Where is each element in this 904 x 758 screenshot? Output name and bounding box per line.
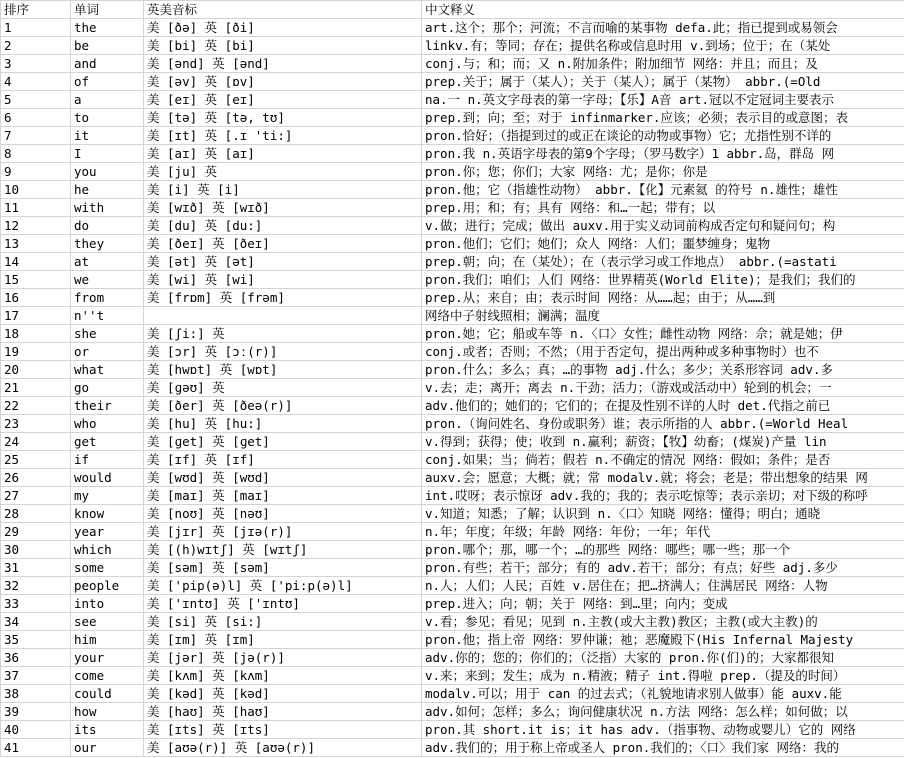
header-row: [1, 1, 904, 19]
table-row: [1, 379, 904, 397]
table-row: [1, 235, 904, 253]
phonetic-cell[interactable]: 美 [ʃi:] 英: [144, 325, 422, 343]
definition-cell[interactable]: n.年；年度；年级；年龄 网络：年份；一年；年代: [422, 523, 904, 541]
phonetic-cell[interactable]: 美 [ət] 英 [ət]: [144, 253, 422, 271]
word-cell[interactable]: of: [71, 73, 144, 91]
rank-cell[interactable]: 36: [1, 649, 71, 667]
rank-cell[interactable]: 34: [1, 613, 71, 631]
phonetic-cell[interactable]: 美 [ðə] 英 [ði]: [144, 19, 422, 37]
table-row: [1, 289, 904, 307]
table-row: [1, 181, 904, 199]
table-row: [1, 343, 904, 361]
table-row: [1, 523, 904, 541]
word-cell[interactable]: its: [71, 721, 144, 739]
phonetic-cell[interactable]: 美 [jər] 英 [jə(r)]: [144, 649, 422, 667]
table-row: [1, 505, 904, 523]
rank-cell[interactable]: 2: [1, 37, 71, 55]
table-row: [1, 577, 904, 595]
phonetic-cell[interactable]: 美 [si] 英 [si:]: [144, 613, 422, 631]
rank-cell[interactable]: 15: [1, 271, 71, 289]
definition-cell[interactable]: v.知道；知悉；了解；认识到 n.〈口〉知晓 网络：懂得；明白；通晓: [422, 505, 904, 523]
rank-cell[interactable]: 25: [1, 451, 71, 469]
phonetic-cell[interactable]: 美 [aʊə(r)] 英 [aʊə(r)]: [144, 739, 422, 757]
table-row: [1, 37, 904, 55]
rank-cell[interactable]: 40: [1, 721, 71, 739]
table-row: [1, 739, 904, 757]
definition-cell[interactable]: pron.你；您；你们；大家 网络：尤；是你；你是: [422, 163, 904, 181]
phonetic-cell[interactable]: 美 [ɪts] 英 [ɪts]: [144, 721, 422, 739]
definition-cell[interactable]: pron.我 n.英语字母表的第9个字母；（罗马数字）1 abbr.岛，群岛 网: [422, 145, 904, 163]
definition-cell[interactable]: v.得到；获得；使；收到 n.赢利；薪资；【牧】幼畜；(煤炭)产量 lin: [422, 433, 904, 451]
phonetic-cell[interactable]: 美 [wʊd] 英 [wʊd]: [144, 469, 422, 487]
definition-cell[interactable]: prep.关于；属于（某人）；关于（某人）；属于（某物） abbr.(=Old: [422, 73, 904, 91]
word-cell[interactable]: some: [71, 559, 144, 577]
word-cell[interactable]: your: [71, 649, 144, 667]
table-row: [1, 667, 904, 685]
phonetic-cell[interactable]: 美 [kəd] 英 [kəd]: [144, 685, 422, 703]
word-cell[interactable]: with: [71, 199, 144, 217]
word-cell[interactable]: my: [71, 487, 144, 505]
definition-cell[interactable]: pron.恰好；（指提到过的或正在谈论的动物或事物）它；尤指性别不详的: [422, 127, 904, 145]
phonetic-cell[interactable]: 美 [wɪð] 英 [wɪð]: [144, 199, 422, 217]
rank-cell[interactable]: 38: [1, 685, 71, 703]
word-cell[interactable]: him: [71, 631, 144, 649]
word-cell[interactable]: know: [71, 505, 144, 523]
header-definition[interactable]: 中文释义: [422, 1, 904, 19]
definition-cell[interactable]: pron.哪个；那，哪一个；…的那些 网络：哪些；哪一些；那一个: [422, 541, 904, 559]
word-cell[interactable]: if: [71, 451, 144, 469]
table-row: [1, 307, 904, 325]
word-cell[interactable]: you: [71, 163, 144, 181]
definition-cell[interactable]: prep.到；向；至；对于 infinmarker.应该；必须；表示目的或意图；表: [422, 109, 904, 127]
rank-cell[interactable]: 31: [1, 559, 71, 577]
table-row: [1, 73, 904, 91]
table-row: [1, 217, 904, 235]
table-row: [1, 559, 904, 577]
phonetic-cell[interactable]: [144, 307, 422, 325]
rank-cell[interactable]: 8: [1, 145, 71, 163]
word-cell[interactable]: could: [71, 685, 144, 703]
definition-cell[interactable]: prep.从；来自；由；表示时间 网络：从……起；由于；从……到: [422, 289, 904, 307]
phonetic-cell[interactable]: 美 ['ɪntʊ] 英 ['ɪntʊ]: [144, 595, 422, 613]
phonetic-cell[interactable]: 美 [wi] 英 [wi]: [144, 271, 422, 289]
rank-cell[interactable]: 39: [1, 703, 71, 721]
table-row: [1, 91, 904, 109]
table-row: [1, 415, 904, 433]
phonetic-cell[interactable]: 美 [ɔr] 英 [ɔː(r)]: [144, 343, 422, 361]
phonetic-cell[interactable]: 美 [frɒm] 英 [frəm]: [144, 289, 422, 307]
phonetic-cell[interactable]: 美 [(h)wɪtʃ] 英 [wɪtʃ]: [144, 541, 422, 559]
rank-cell[interactable]: 9: [1, 163, 71, 181]
phonetic-cell[interactable]: 美 [i] 英 [i]: [144, 181, 422, 199]
phonetic-cell[interactable]: 美 [ənd] 英 [ənd]: [144, 55, 422, 73]
word-cell[interactable]: she: [71, 325, 144, 343]
definition-cell[interactable]: v.去；走；离开；离去 n.干劲；活力；（游戏或活动中）轮到的机会；一: [422, 379, 904, 397]
definition-cell[interactable]: prep.朝；向；在（某处）；在（表示学习或工作地点） abbr.(=astati: [422, 253, 904, 271]
word-cell[interactable]: their: [71, 397, 144, 415]
rank-cell[interactable]: 41: [1, 739, 71, 757]
rank-cell[interactable]: 26: [1, 469, 71, 487]
rank-cell[interactable]: 1: [1, 19, 71, 37]
definition-cell[interactable]: 网络中子射线照相；澜满；温度: [422, 307, 904, 325]
rank-cell[interactable]: 4: [1, 73, 71, 91]
phonetic-cell[interactable]: 美 [ɪm] 英 [ɪm]: [144, 631, 422, 649]
definition-cell[interactable]: adv.我们的；用于称上帝或圣人 pron.我们的；〈口〉我们家 网络：我的: [422, 739, 904, 757]
definition-cell[interactable]: na.一 n.英文字母表的第一字母；【乐】A音 art.冠以不定冠词主要表示: [422, 91, 904, 109]
table-row: [1, 685, 904, 703]
table-row: [1, 451, 904, 469]
table-row: [1, 397, 904, 415]
rank-cell[interactable]: 37: [1, 667, 71, 685]
word-cell[interactable]: at: [71, 253, 144, 271]
rank-cell[interactable]: 33: [1, 595, 71, 613]
rank-cell[interactable]: 12: [1, 217, 71, 235]
rank-cell[interactable]: 27: [1, 487, 71, 505]
definition-cell[interactable]: pron.他；它（指雄性动物） abbr.【化】元素氦 的符号 n.雄性；雄性: [422, 181, 904, 199]
table-row: [1, 613, 904, 631]
definition-cell[interactable]: int.哎呀；表示惊讶 adv.我的；我的；表示吃惊等；表示亲切；对下级的称呼: [422, 487, 904, 505]
word-cell[interactable]: a: [71, 91, 144, 109]
definition-cell[interactable]: pron.他们；它们；她们；众人 网络：人们；噩梦缠身；鬼物: [422, 235, 904, 253]
definition-cell[interactable]: pron.他；指上帝 网络：罗仲谦；祂；恶魔殿下(His Infernal Majesty: [422, 631, 904, 649]
word-cell[interactable]: year: [71, 523, 144, 541]
definition-cell[interactable]: pron.有些；若干；部分；有的 adv.若干；部分；有点；好些 adj.多少: [422, 559, 904, 577]
phonetic-cell[interactable]: 美 [du] 英 [du:]: [144, 217, 422, 235]
table-row: [1, 199, 904, 217]
word-cell[interactable]: see: [71, 613, 144, 631]
word-cell[interactable]: into: [71, 595, 144, 613]
word-cell[interactable]: who: [71, 415, 144, 433]
rank-cell[interactable]: 6: [1, 109, 71, 127]
rank-cell[interactable]: 16: [1, 289, 71, 307]
definition-cell[interactable]: adv.你的；您的；你们的；（泛指）大家的 pron.你(们)的；大家都很知: [422, 649, 904, 667]
phonetic-cell[interactable]: 美 [ɪt] 英 [.ɪ 'ti:]: [144, 127, 422, 145]
definition-cell[interactable]: adv.他们的；她们的；它们的；在提及性别不详的人时 det.代指之前已: [422, 397, 904, 415]
definition-cell[interactable]: linkv.有；等同；存在；提供名称或信息时用 v.到场；位于；在（某处: [422, 37, 904, 55]
word-cell[interactable]: come: [71, 667, 144, 685]
phonetic-cell[interactable]: 美 [haʊ] 英 [haʊ]: [144, 703, 422, 721]
rank-cell[interactable]: 30: [1, 541, 71, 559]
phonetic-cell[interactable]: 美 [maɪ] 英 [maɪ]: [144, 487, 422, 505]
rank-cell[interactable]: 3: [1, 55, 71, 73]
rank-cell[interactable]: 35: [1, 631, 71, 649]
table-body: [1, 19, 904, 757]
table-row: [1, 163, 904, 181]
rank-cell[interactable]: 14: [1, 253, 71, 271]
word-cell[interactable]: people: [71, 577, 144, 595]
phonetic-cell[interactable]: 美 [eɪ] 英 [eɪ]: [144, 91, 422, 109]
word-cell[interactable]: and: [71, 55, 144, 73]
rank-cell[interactable]: 22: [1, 397, 71, 415]
phonetic-cell[interactable]: 美 [hwɒt] 英 [wɒt]: [144, 361, 422, 379]
table-row: [1, 271, 904, 289]
header-phonetic[interactable]: 英美音标: [144, 1, 422, 19]
phonetic-cell[interactable]: 美 [ðeɪ] 英 [ðeɪ]: [144, 235, 422, 253]
table-row: [1, 721, 904, 739]
phonetic-cell[interactable]: 美 [ɪf] 英 [ɪf]: [144, 451, 422, 469]
phonetic-cell[interactable]: 美 [bi] 英 [bi]: [144, 37, 422, 55]
phonetic-cell[interactable]: 美 [aɪ] 英 [aɪ]: [144, 145, 422, 163]
definition-cell[interactable]: pron.（询问姓名、身份或职务）谁；表示所指的人 abbr.(=World Heal: [422, 415, 904, 433]
table-row: [1, 145, 904, 163]
table-header: [1, 1, 904, 19]
word-cell[interactable]: he: [71, 181, 144, 199]
header-rank[interactable]: 排序: [1, 1, 71, 19]
definition-cell[interactable]: conj.如果；当；倘若；假若 n.不确定的情况 网络：假如；条件；是否: [422, 451, 904, 469]
phonetic-cell[interactable]: 美 [əv] 英 [ɒv]: [144, 73, 422, 91]
definition-cell[interactable]: n.人；人们；人民；百姓 v.居住在；把…挤满人；住满居民 网络：人物: [422, 577, 904, 595]
word-cell[interactable]: do: [71, 217, 144, 235]
word-cell[interactable]: the: [71, 19, 144, 37]
definition-cell[interactable]: v.看；参见；看见；见到 n.主教(或大主教)教区；主教(或大主教)的: [422, 613, 904, 631]
rank-cell[interactable]: 5: [1, 91, 71, 109]
phonetic-cell[interactable]: 美 [ɡet] 英 [ɡet]: [144, 433, 422, 451]
phonetic-cell[interactable]: 美 [tə] 英 [tə, tʊ]: [144, 109, 422, 127]
definition-cell[interactable]: auxv.会；愿意；大概；就；常 modalv.就；将会；老是；带出想象的结果 网: [422, 469, 904, 487]
word-cell[interactable]: how: [71, 703, 144, 721]
word-cell[interactable]: what: [71, 361, 144, 379]
definition-cell[interactable]: pron.其 short.it is；it has adv.（指事物、动物或婴儿）它的 网络: [422, 721, 904, 739]
table-row: [1, 649, 904, 667]
rank-cell[interactable]: 21: [1, 379, 71, 397]
word-cell[interactable]: to: [71, 109, 144, 127]
word-cell[interactable]: our: [71, 739, 144, 757]
definition-cell[interactable]: conj.或者；否则；不然；（用于否定句，提出两种或多种事物时）也不: [422, 343, 904, 361]
phonetic-cell[interactable]: 美 [ɡəʊ] 英: [144, 379, 422, 397]
rank-cell[interactable]: 19: [1, 343, 71, 361]
phonetic-cell[interactable]: 美 [kʌm] 英 [kʌm]: [144, 667, 422, 685]
rank-cell[interactable]: 13: [1, 235, 71, 253]
rank-cell[interactable]: 7: [1, 127, 71, 145]
rank-cell[interactable]: 24: [1, 433, 71, 451]
word-cell[interactable]: n''t: [71, 307, 144, 325]
definition-cell[interactable]: prep.进入；向；朝；关于 网络：到…里；向内；变成: [422, 595, 904, 613]
table-row: [1, 541, 904, 559]
rank-cell[interactable]: 10: [1, 181, 71, 199]
word-cell[interactable]: would: [71, 469, 144, 487]
rank-cell[interactable]: 18: [1, 325, 71, 343]
table-row: [1, 19, 904, 37]
table-row: [1, 631, 904, 649]
phonetic-cell[interactable]: 美 [jɪr] 英 [jɪə(r)]: [144, 523, 422, 541]
phonetic-cell[interactable]: 美 [hu] 英 [hu:]: [144, 415, 422, 433]
definition-cell[interactable]: v.做；进行；完成；做出 auxv.用于实义动词前构成否定句和疑问句；构: [422, 217, 904, 235]
table-row: [1, 55, 904, 73]
definition-cell[interactable]: adv.如何；怎样；多么；询问健康状况 n.方法 网络：怎么样；如何做；以: [422, 703, 904, 721]
word-cell[interactable]: go: [71, 379, 144, 397]
word-cell[interactable]: from: [71, 289, 144, 307]
table-row: [1, 325, 904, 343]
definition-cell[interactable]: pron.我们；咱们；人们 网络：世界精英(World Elite)；是我们；我们的: [422, 271, 904, 289]
phonetic-cell[interactable]: 美 [noʊ] 英 [nəʊ]: [144, 505, 422, 523]
word-cell[interactable]: we: [71, 271, 144, 289]
rank-cell[interactable]: 29: [1, 523, 71, 541]
table-row: [1, 595, 904, 613]
word-cell[interactable]: it: [71, 127, 144, 145]
definition-cell[interactable]: conj.与；和；而；又 n.附加条件；附加细节 网络：并且；而且；及: [422, 55, 904, 73]
table-row: [1, 109, 904, 127]
table-row: [1, 361, 904, 379]
phonetic-cell[interactable]: 美 [ju] 英: [144, 163, 422, 181]
phonetic-cell[interactable]: 美 ['pip(ə)l] 英 ['pi:p(ə)l]: [144, 577, 422, 595]
word-cell[interactable]: or: [71, 343, 144, 361]
definition-cell[interactable]: art.这个；那个；河流；不言而喻的某事物 defa.此；指已提到或易领会: [422, 19, 904, 37]
table-row: [1, 253, 904, 271]
rank-cell[interactable]: 23: [1, 415, 71, 433]
word-cell[interactable]: I: [71, 145, 144, 163]
word-cell[interactable]: they: [71, 235, 144, 253]
definition-cell[interactable]: modalv.可以；用于 can 的过去式；（礼貌地请求别人做事）能 auxv.能: [422, 685, 904, 703]
word-cell[interactable]: be: [71, 37, 144, 55]
header-word[interactable]: 单词: [71, 1, 144, 19]
definition-cell[interactable]: pron.她；它；船或车等 n.〈口〉女性；雌性动物 网络：佘；就是她；伊: [422, 325, 904, 343]
table-row: [1, 703, 904, 721]
definition-cell[interactable]: prep.用；和；有；具有 网络：和…一起；带有；以: [422, 199, 904, 217]
word-cell[interactable]: get: [71, 433, 144, 451]
rank-cell[interactable]: 11: [1, 199, 71, 217]
rank-cell[interactable]: 17: [1, 307, 71, 325]
rank-cell[interactable]: 20: [1, 361, 71, 379]
definition-cell[interactable]: pron.什么；多么；真；…的事物 adj.什么；多少；关系形容词 adv.多: [422, 361, 904, 379]
definition-cell[interactable]: v.来；来到；发生；成为 n.精液；精子 int.得啦 prep.（提及的时间）: [422, 667, 904, 685]
phonetic-cell[interactable]: 美 [ðer] 英 [ðeə(r)]: [144, 397, 422, 415]
table-row: [1, 127, 904, 145]
table-row: [1, 433, 904, 451]
table-row: [1, 469, 904, 487]
rank-cell[interactable]: 32: [1, 577, 71, 595]
word-cell[interactable]: which: [71, 541, 144, 559]
table-row: [1, 487, 904, 505]
phonetic-cell[interactable]: 美 [səm] 英 [səm]: [144, 559, 422, 577]
rank-cell[interactable]: 28: [1, 505, 71, 523]
